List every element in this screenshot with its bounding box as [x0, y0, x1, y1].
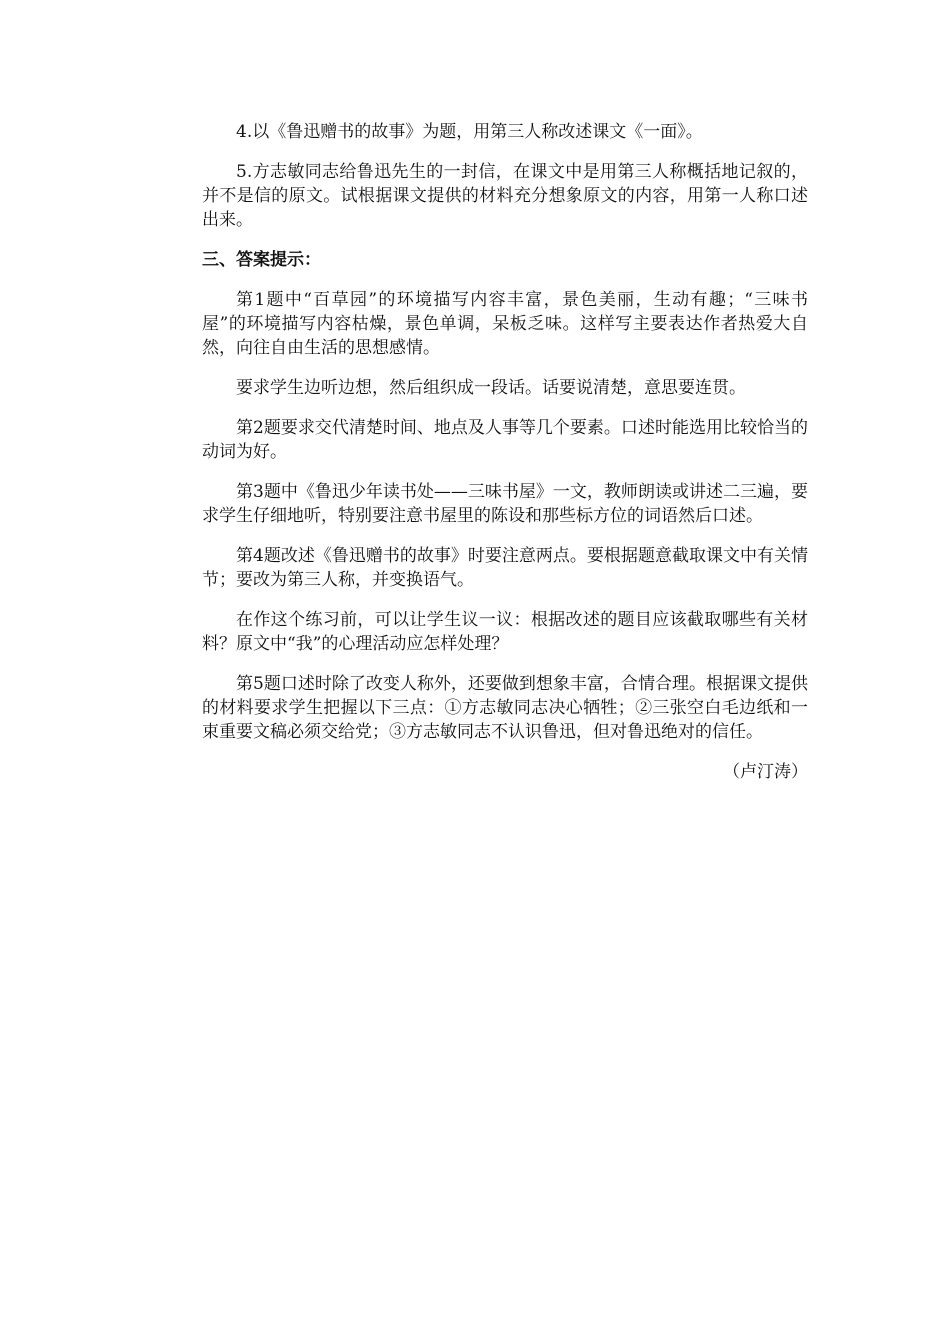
answer-3: 第3题中《鲁迅少年读书处——三味书屋》一文，教师朗读或讲述二三遍，要求学生仔细地听，特别要注意书屋里的陈设和那些标方位的词语然后口述。	[202, 482, 808, 526]
section-heading: 三、答案提示：	[202, 250, 321, 270]
answer-1-note: 要求学生边听边想，然后组织成一段话。话要说清楚，意思要连贯。	[236, 378, 746, 398]
answer-4: 第4题改述《鲁迅赠书的故事》时要注意两点。要根据题意截取课文中有关情节；要改为第三人称，并变换语气。	[202, 546, 808, 590]
answer-2: 第2题要求交代清楚时间、地点及人事等几个要素。口述时能选用比较恰当的动词为好。	[202, 418, 808, 462]
author-signature: （卢汀涛）	[723, 762, 808, 782]
exercise-4: 4.以《鲁迅赠书的故事》为题，用第三人称改述课文《一面》。	[236, 122, 703, 142]
answer-1: 第1题中“百草园”的环境描写内容丰富，景色美丽，生动有趣；“三味书屋”的环境描写内容枯燥，景色单调，呆板乏味。这样写主要表达作者热爱大自然，向往自由生活的思想感情。	[202, 290, 808, 358]
answer-4-note: 在作这个练习前，可以让学生议一议：根据改述的题目应该截取哪些有关材料？原文中“我”的心理活动应怎样处理？	[202, 610, 808, 654]
answer-5: 第5题口述时除了改变人称外，还要做到想象丰富，合情合理。根据课文提供的材料要求学生把握以下三点：①方志敏同志决心牺牲；②三张空白毛边纸和一束重要文稿必须交给党；③方志敏同志不认识鲁迅，但对鲁迅绝对的信任。	[202, 674, 808, 742]
exercise-5: 5.方志敏同志给鲁迅先生的一封信，在课文中是用第三人称概括地记叙的，并不是信的原文。试根据课文提供的材料充分想象原文的内容，用第一人称口述出来。	[202, 162, 808, 230]
document-page	[202, 120, 808, 784]
